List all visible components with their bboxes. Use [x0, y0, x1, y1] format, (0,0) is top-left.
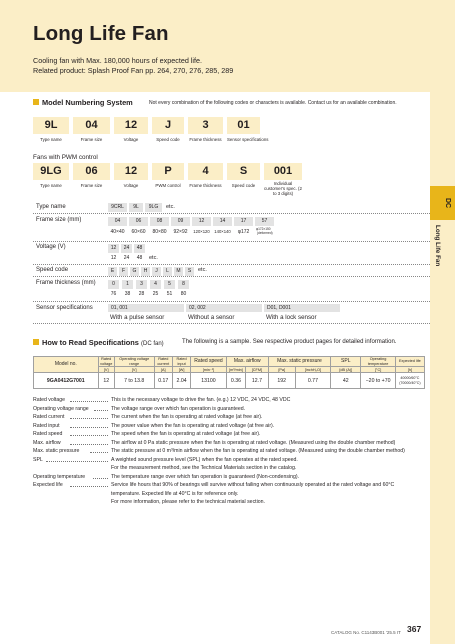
code-box: 3: [188, 117, 223, 134]
unit-header: [CFM]: [246, 367, 269, 373]
spec-chip: 57: [255, 217, 274, 226]
sensor-code: 01, 001: [108, 304, 184, 312]
spec-value: 28: [138, 291, 145, 297]
definition-leader: [46, 461, 108, 462]
spec-value: 120×120: [193, 229, 210, 234]
pwm-code-caption: Frame thickness: [189, 183, 222, 188]
col-header: Rated current: [154, 357, 172, 367]
definition-text: The static pressure at 0 m³/min airflow when the fan is operating at rated voltage. (Measured using the double chamber method): [111, 448, 405, 454]
cell-model: 9GA0412G7001: [34, 373, 99, 389]
spec-value: 38: [124, 291, 131, 297]
unit-header: [A]: [154, 367, 172, 373]
spec-chip: 06: [129, 217, 148, 226]
spec-row-type-name: [33, 200, 430, 214]
cell: 2.04: [172, 373, 190, 389]
cell-life-line2: (70000/40°C): [399, 380, 421, 385]
page-title: Long Life Fan: [33, 22, 169, 45]
code-caption: Frame size: [80, 137, 103, 142]
pwm-code-box: 12: [114, 163, 148, 180]
spec-etc: etc.: [166, 204, 175, 210]
pwm-title: Fans with PWM control: [33, 154, 98, 161]
side-section-label: Long Life Fan: [434, 225, 441, 267]
spec-value: 40×40: [110, 229, 125, 235]
col-header-model: Model no.: [34, 357, 99, 373]
code-caption: Sensor specifications: [227, 137, 269, 142]
col-header: Operating voltage range: [114, 357, 154, 367]
code-caption: Type name: [40, 137, 62, 142]
spec-chip: E: [108, 267, 117, 276]
definition-leader: [90, 452, 108, 453]
definition-term: Max. static pressure: [33, 448, 80, 454]
spec-value: 25: [152, 291, 159, 297]
spec-row-voltage: [33, 242, 430, 265]
sensor-desc: Without a sensor: [188, 313, 235, 321]
spec-chip: 14: [213, 217, 232, 226]
code-box: J: [152, 117, 184, 134]
cell-life-line1: 40000/60°C: [400, 375, 420, 380]
cell: 0.77: [295, 373, 331, 389]
cell: 0.17: [154, 373, 172, 389]
definition-term: SPL: [33, 456, 43, 463]
spec-chip: 0: [108, 280, 119, 289]
cell: 192: [268, 373, 295, 389]
pwm-code-box: 06: [73, 163, 110, 180]
spec-chip: 08: [150, 217, 169, 226]
cell: 0.36: [226, 373, 245, 389]
pwm-code-box: 001: [264, 163, 302, 180]
definition-text: For more information, please refer to the technical material section.: [111, 499, 265, 505]
definition-term: Operating voltage range: [33, 405, 89, 412]
spec-chip: F: [119, 267, 128, 276]
definition-term: Expected life: [33, 482, 63, 488]
spec-chip: 12: [108, 244, 119, 253]
definition-leader: [93, 478, 108, 479]
spec-value: 140×140: [214, 229, 231, 234]
section-marker-icon: [33, 339, 39, 345]
spec-label: Speed code: [36, 267, 69, 273]
spec-chip: 4: [150, 280, 161, 289]
side-tab-label: DC: [444, 197, 451, 209]
definition-text: For the measurement method, see the Technical Materials section in the catalog.: [111, 465, 297, 471]
pwm-code-caption: Frame size: [80, 183, 103, 188]
spec-example-table: [33, 356, 425, 389]
spec-chip: 17: [234, 217, 253, 226]
spec-chip: J: [152, 267, 161, 276]
spec-chip: 9CRL: [108, 203, 127, 212]
spec-chip: L: [163, 267, 172, 276]
spec-chip: 24: [121, 244, 132, 253]
spec-label: Sensor specifications: [36, 305, 93, 311]
catalog-number: CATALOG No. C1143B001 '25.5 IT: [331, 630, 401, 635]
cell: 7 to 13.8: [114, 373, 154, 389]
spec-chip: S: [185, 267, 194, 276]
definition-leader: [70, 435, 108, 436]
pwm-code-caption: Speed code: [231, 183, 256, 188]
subtitle-line-2: Related product: Splash Proof Fan pp. 264, 270, 276, 285, 289: [33, 66, 234, 75]
definition-term: Rated current: [33, 414, 65, 420]
definition-term: Rated input: [33, 422, 60, 429]
spec-value: φ172×150: [256, 226, 271, 231]
spec-chip: H: [141, 267, 150, 276]
definition-leader: [70, 427, 108, 428]
code-box: 04: [73, 117, 110, 134]
pwm-code-box: 4: [188, 163, 223, 180]
pwm-code-caption: Individual customer's spec. (2 to 3 digits): [264, 181, 302, 197]
definition-leader: [70, 418, 108, 419]
cell: 12.7: [246, 373, 269, 389]
pwm-code-box: 9LG: [33, 163, 69, 180]
definition-text: A weighted sound pressure level (SPL) when the fan operates at the rated speed.: [111, 456, 298, 463]
spec-chip: 04: [108, 217, 127, 226]
unit-header: [W]: [172, 367, 190, 373]
spec-value: 80: [180, 291, 187, 297]
spec-label: Type name: [36, 204, 66, 210]
spec-chip: 9L: [129, 203, 143, 212]
spec-chip: 3: [136, 280, 147, 289]
definition-text: Service life hours that 90% of bearings will survive without failing when continuously operated at the rated voltage and 60°C: [111, 482, 395, 488]
sensor-desc: With a pulse sensor: [110, 313, 165, 321]
spec-etc: etc.: [149, 255, 158, 261]
col-header: Operating temperature: [361, 357, 395, 367]
unit-header: [Pa]: [268, 367, 295, 373]
spec-etc: etc.: [198, 267, 207, 273]
read-specs-note: The following is a sample. See respective product pages for detailed information.: [182, 339, 397, 345]
code-caption: Speed code: [156, 137, 180, 142]
unit-header: [m³/min]: [226, 367, 245, 373]
page-number: 367: [407, 624, 422, 634]
spec-chip: 5: [164, 280, 175, 289]
side-bar: [430, 0, 455, 644]
definition-term: Operating temperature: [33, 473, 86, 480]
col-header: Rated input: [172, 357, 190, 367]
pwm-code-caption: Type name: [40, 183, 62, 188]
cell: 13100: [191, 373, 227, 389]
section-marker-icon: [33, 99, 39, 105]
spec-label: Frame size (mm): [36, 217, 82, 223]
cell-life: [395, 373, 424, 389]
unit-header: [V]: [114, 367, 154, 373]
col-header: Max. airflow: [226, 357, 268, 367]
spec-value: φ172: [237, 229, 250, 235]
spec-value: 12: [110, 255, 117, 261]
spec-value: 48: [136, 255, 143, 261]
definition-leader: [70, 401, 108, 402]
spec-chip: 1: [122, 280, 133, 289]
sensor-code: 02, 002: [186, 304, 262, 312]
spec-chip: G: [130, 267, 139, 276]
spec-label: Voltage (V): [36, 244, 66, 250]
spec-value: 51: [166, 291, 173, 297]
sensor-desc: With a lock sensor: [266, 313, 317, 321]
spec-value: 76: [110, 291, 117, 297]
spec-chip: M: [174, 267, 183, 276]
pwm-code-caption: Voltage: [123, 183, 139, 188]
col-header: Rated voltage: [100, 357, 113, 366]
spec-value: 80×80: [152, 229, 167, 235]
unit-header: [V]: [98, 367, 114, 373]
spec-value: 24: [123, 255, 130, 261]
table-row: [34, 373, 425, 389]
pwm-code-caption: PWM control: [155, 183, 181, 188]
code-box: 12: [114, 117, 148, 134]
spec-value: 60×60: [131, 229, 146, 235]
unit-header: [dB (A)]: [331, 367, 361, 373]
definition-text: The temperature range over which fan operation is guaranteed (Non-condensing).: [111, 473, 300, 480]
definition-text: The airflow at 0 Pa static pressure when the fan is operating at rated voltage. (Measured using the double chamber method): [111, 439, 396, 446]
col-header: Rated speed: [191, 357, 227, 367]
unit-header: [°C]: [361, 367, 395, 373]
code-box: 9L: [33, 117, 69, 134]
col-header: Max. static pressure: [268, 357, 330, 367]
pwm-code-box: P: [152, 163, 184, 180]
read-specs-title: [42, 338, 164, 347]
unit-header: [h]: [395, 367, 424, 373]
definition-text: This is the necessary voltage to drive the fan. (e.g.) 12 VDC, 24 VDC, 48 VDC: [111, 397, 291, 403]
spec-chip: 12: [192, 217, 211, 226]
definition-text: The power value when the fan is operating at rated voltage (at free air).: [111, 422, 275, 429]
model-numbering-title: Model Numbering System: [42, 98, 133, 107]
cell: 12: [98, 373, 114, 389]
spec-chip: 9LG: [145, 203, 162, 212]
definition-text: The voltage range over which fan operation is guaranteed.: [111, 405, 246, 412]
read-specs-title-suffix: (DC fan): [140, 341, 164, 347]
col-header: SPL: [331, 357, 361, 367]
subtitle-line-1: Cooling fan with Max. 180,000 hours of expected life.: [33, 56, 203, 65]
definition-leader: [94, 410, 108, 411]
spec-chip: 48: [134, 244, 145, 253]
code-caption: Frame thickness: [189, 137, 222, 142]
spec-row-speed-code: [33, 265, 430, 277]
model-numbering-note: Not every combination of the following codes or characters is available. Contact us for an available combination.: [149, 99, 397, 106]
pwm-code-box: S: [227, 163, 260, 180]
cell: 42: [331, 373, 361, 389]
header-band: [0, 0, 430, 92]
spec-note: (deformed): [257, 231, 273, 235]
definition-term: Rated voltage: [33, 397, 66, 403]
spec-label: Frame thickness (mm): [36, 280, 96, 286]
spec-chip: 8: [178, 280, 189, 289]
definition-leader: [70, 444, 108, 445]
spec-value: 92×92: [173, 229, 188, 235]
definition-term: Rated speed: [33, 431, 63, 437]
read-specs-title-main: How to Read Specifications: [42, 338, 139, 347]
code-box: 01: [227, 117, 260, 134]
definition-text: temperature. Expected life at 40°C is for reference only.: [111, 490, 239, 497]
definition-leader: [70, 486, 108, 487]
sensor-code: D01, D001: [264, 304, 340, 312]
unit-header: [inchH₂O]: [295, 367, 331, 373]
spec-chip: 09: [171, 217, 190, 226]
cell: −20 to +70: [361, 373, 395, 389]
code-caption: Voltage: [123, 137, 139, 142]
col-header: Expected life: [395, 357, 424, 367]
definition-text: The current when the fan is operating at rated voltage (at free air).: [111, 414, 263, 420]
unit-header: [min⁻¹]: [191, 367, 227, 373]
definition-term: Max. airflow: [33, 439, 61, 446]
definition-text: The speed when the fan is operating at rated voltage (at free air).: [111, 431, 261, 437]
